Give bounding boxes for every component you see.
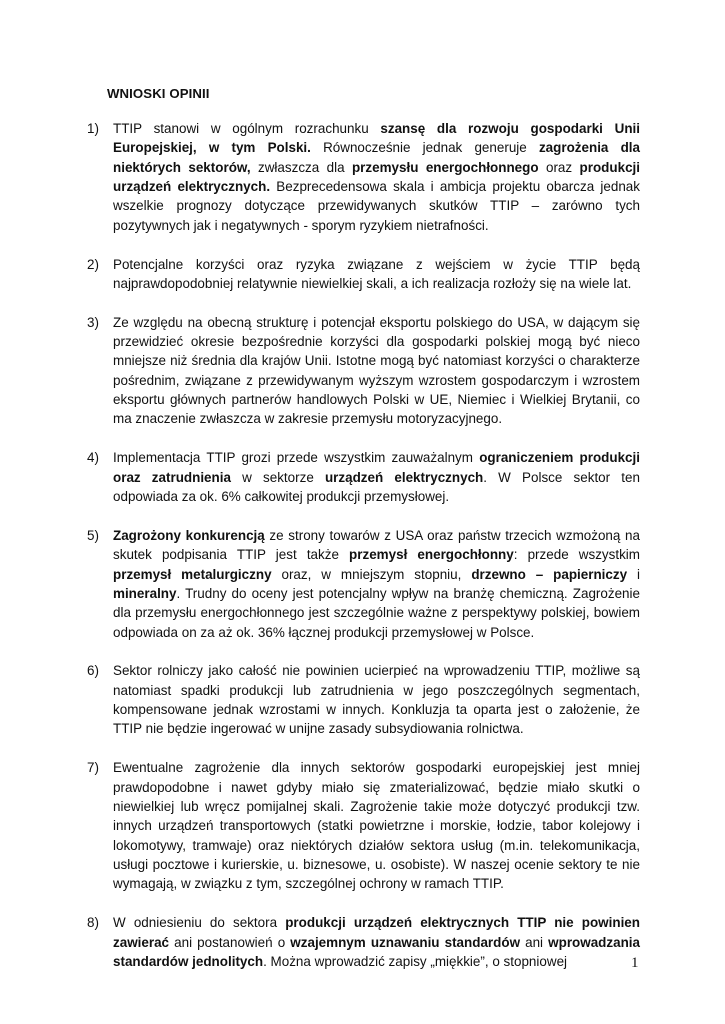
page-number: 1 (631, 955, 639, 971)
conclusion-number: 5) (87, 527, 99, 543)
conclusion-item (87, 448, 640, 506)
text-run: Bezprecedensowa skala i ambicja projektu obarcza jednak wszelkie prognozy dotyczące przewidywanych skutków TTIP – zarówno tych pozytywnych jak i negatywnych - sporym ryzykiem nietrafności. (113, 179, 640, 233)
emphasized-text: Zagrożony konkurencją (113, 527, 265, 543)
conclusion-text (113, 915, 640, 969)
conclusion-text (113, 760, 640, 891)
emphasized-text: drzewno – papierniczy (471, 566, 628, 582)
emphasized-text: ograniczeniem produkcji oraz zatrudnienia (113, 450, 640, 485)
emphasized-text: wzajemnym uznawaniu standardów (290, 934, 521, 950)
conclusion-text (113, 450, 640, 504)
text-run: oraz, w mniejszym stopniu, (271, 566, 472, 582)
text-run: ani postanowień o (169, 934, 291, 950)
emphasized-text: zagrożenia dla niektórych sektorów, (113, 140, 641, 175)
conclusion-text (113, 528, 640, 640)
text-run: Ze względu na obecną strukturę i potencjał eksportu polskiego do USA, w dającym się przewidzieć okresie bezpośrednie korzyści dla gospodarki polskiej mogą być nieco mniejsze niż średnia dla krajów Unii. Istotne mogą być natomiast korzyści o charakterze pośrednim, związane z przewidywanym wyższym wzrostem gospodarczym i wzrostem eksportu głównych partnerów handlowych Polski w UE, Niemiec i Wielkiej Brytanii, co ma znaczenie zwłaszcza w zakresie przemysłu motoryzacyjnego. (113, 314, 640, 427)
conclusion-item (87, 119, 640, 235)
text-run: Implementacja TTIP grozi przede wszystkim zauważalnym (113, 450, 480, 466)
emphasized-text: przemysłu energochłonnego (351, 159, 539, 175)
text-run: TTIP stanowi w ogólnym rozrachunku (113, 121, 381, 136)
text-run: W odniesieniu do sektora (113, 915, 286, 931)
text-run: i (627, 566, 640, 582)
conclusion-number: 2) (87, 256, 99, 272)
emphasized-text: produkcji urządzeń elektrycznych TTIP nie powinien zawierać (113, 915, 640, 950)
section-heading: WNIOSKI OPINII (107, 86, 210, 101)
conclusion-item (87, 526, 640, 642)
emphasized-text: przemysł metalurgiczny (113, 566, 272, 582)
conclusion-number: 8) (87, 915, 99, 931)
conclusion-number: 4) (87, 450, 99, 466)
conclusion-item (87, 913, 640, 971)
emphasized-text: urządzeń elektrycznych (324, 469, 484, 485)
conclusion-text (113, 663, 640, 736)
emphasized-text: przemysł energochłonny (349, 547, 514, 563)
conclusion-item (87, 313, 640, 429)
text-run: . Można wprowadzić zapisy „miękkie”, o stopniowej (263, 953, 568, 969)
emphasized-text: szansę dla rozwoju gospodarki Unii Europejskiej, w tym Polski. (113, 121, 640, 156)
conclusion-item (87, 661, 640, 738)
conclusion-number: 6) (87, 663, 99, 679)
emphasized-text: mineralny (113, 585, 177, 601)
conclusion-text (113, 121, 640, 233)
conclusion-item (87, 758, 640, 893)
conclusion-text (113, 257, 640, 291)
text-run: w sektorze (230, 469, 325, 485)
emphasized-text: wprowadzania standardów jednolitych (113, 934, 640, 969)
text-run: Ewentualne zagrożenie dla innych sektorów gospodarki europejskiej jest mniej prawdopodobne i nawet gdyby miało się zmaterializować, będzie miało skutki o niewielkiej lub wręcz pomijalnej skali. Zagrożenie takie może dotyczyć produkcji tzw. innych urządzeń transportowych (statki powietrzne i morskie, łodzie, tabor kolejowy i lokomotywy, tramwaje) oraz niektórych działów sektora usług (m.in. telekomunikacja, usługi pocztowe i kurierskie, u. biznesowe, u. osobiste). W naszej ocenie sektory te nie wymagają, w związku z tym, szczególnej ochrony w ramach TTIP. (113, 760, 640, 892)
conclusion-item (87, 255, 640, 294)
conclusion-number: 1) (87, 121, 99, 136)
text-run: . Trudny do oceny jest potencjalny wpływ na branżę chemiczną. Zagrożenie dla przemysłu energochłonnego jest szczególnie ważne z perspektywy polskiej, bowiem odpowiada on za aż ok. 36% łącznej produkcji przemysłowej w Polsce. (113, 585, 640, 640)
text-run: zwłaszcza dla (250, 159, 352, 175)
conclusion-number: 7) (87, 760, 99, 776)
text-run: . W Polsce sektor ten odpowiada za ok. 6% całkowitej produkcji przemysłowej. (113, 469, 640, 504)
emphasized-text: produkcji urządzeń elektrycznych. (113, 159, 641, 195)
text-run: oraz (538, 159, 580, 175)
text-run: ani (520, 934, 549, 950)
text-run: ze strony towarów z USA oraz państw trzecich wzmożoną na skutek podpisania TTIP jest także (113, 527, 640, 563)
conclusion-number: 3) (87, 314, 99, 330)
text-run: Potencjalne korzyści oraz ryzyka związane z wejściem w życie TTIP będą najprawdopodobniej relatywnie niewielkiej skali, a ich realizacja rozłoży się na wiele lat. (113, 256, 640, 291)
text-run: Sektor rolniczy jako całość nie powinien ucierpieć na wprowadzeniu TTIP, możliwe są natomiast spadki produkcji lub zatrudnienia w jego poszczególnych segmentach, kompensowane jednak wzrostami w innych. Konkluzja ta oparta jest o założenie, że TTIP nie będzie ingerować w unijne zasady subsydiowania rolnictwa. (113, 663, 640, 737)
text-run: : przede wszystkim (513, 547, 640, 563)
conclusions-list (87, 119, 640, 971)
text-run: Równocześnie jednak generuje (310, 140, 539, 156)
conclusion-text (113, 315, 640, 427)
